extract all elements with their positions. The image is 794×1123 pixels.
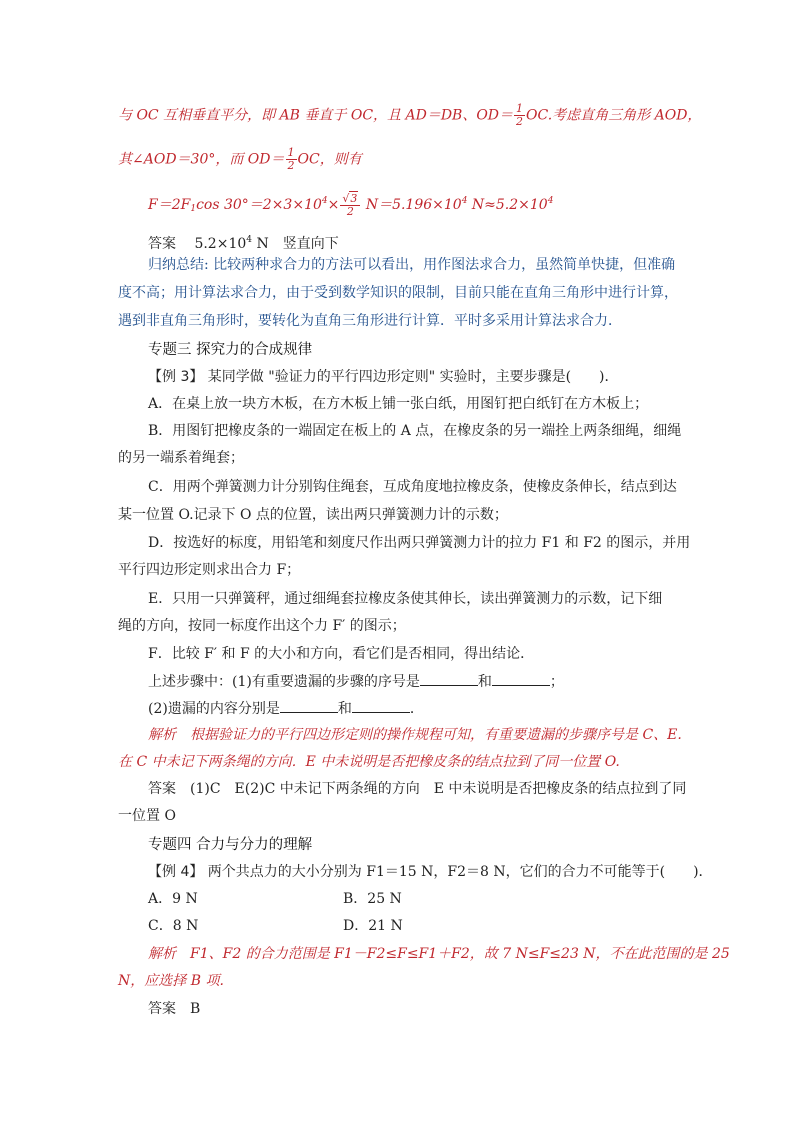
option-e-line-1: E．只用一只弹簧秤，通过细绳套拉橡皮条使其伸长，读出弹簧测力的示数，记下细: [148, 591, 663, 607]
superscript: 4: [246, 235, 252, 245]
solution-text: 与 OC 互相垂直平分，即 AB 垂直于 OC，且 AD＝DB、OD＝: [118, 107, 514, 124]
answer-4: [148, 999, 200, 1019]
formula-text: cos 30°＝2×3×10: [196, 197, 322, 213]
question-text: 和: [477, 674, 492, 690]
fraction-denominator: 2: [346, 204, 354, 218]
fraction-numerator: √3: [340, 193, 360, 206]
question-text: 和: [337, 701, 352, 717]
question-text: ．: [409, 701, 424, 717]
question-text: (2)遗漏的内容分别是: [148, 701, 280, 717]
answer-blank[interactable]: [492, 671, 550, 686]
summary-line-2: 度不高；用计算法求合力，由于受到数学知识的限制，目前只能在直角三角形中进行计算，: [118, 285, 678, 301]
option-d-line-1: D．按选好的标度，用铅笔和刻度尺作出两只弹簧测力计的拉力 F1 和 F2 的图示，并用: [148, 535, 691, 551]
solution-text: OC.考虑直角三角形 AOD，: [526, 107, 702, 124]
answer-text: 5.2×10: [194, 236, 247, 252]
superscript: 4: [321, 196, 328, 206]
option-b-line-1: B．用图钉把橡皮条的一端固定在板上的 A 点，在橡皮条的另一端拴上两条细绳，细绳: [148, 423, 682, 439]
answer-3-line-2: 一位置 O: [118, 808, 176, 824]
example-label: 【例 3】: [148, 369, 204, 385]
option-e-line-2: 绳的方向，按同一标度作出这个力 F′ 的图示；: [118, 618, 406, 634]
section-heading-topic-4: 专题四 合力与分力的理解: [148, 837, 313, 853]
option-d: D．21 N: [343, 918, 403, 934]
solution-text: 其∠AOD＝30°，而 OD＝: [118, 151, 285, 168]
section-heading-topic-3: 专题三 探究力的合成规律: [148, 342, 313, 358]
answer-label: 答案: [148, 781, 176, 797]
analysis-text: F1、F2 的合力范围是 F1－F2≤F≤F1＋F2，故 7 N≤F≤23 N，不在此范围的是 25: [176, 946, 730, 962]
answer-line: [148, 230, 339, 254]
formula-text: N＝5.196×10: [361, 197, 462, 213]
answer-blank[interactable]: [420, 671, 478, 686]
solution-line-1: [118, 103, 701, 128]
answer-text: N 竖直向下: [252, 236, 339, 252]
fraction: [286, 147, 297, 172]
option-b-line-2: 的另一端系着绳套；: [118, 450, 244, 466]
formula-line: [148, 191, 553, 219]
fraction: [340, 193, 360, 218]
solution-text: OC，则有: [297, 151, 362, 168]
fraction: [514, 103, 525, 128]
summary-line-3: 遇到非直角三角形时，要转化为直角三角形进行计算．平时多采用计算法求合力．: [118, 313, 622, 329]
answer-blank[interactable]: [280, 698, 338, 713]
option-b: B．25 N: [343, 891, 402, 907]
analysis-4-line-1: [148, 944, 730, 964]
analysis-4-line-2: N，应选择 B 项.: [118, 973, 224, 989]
fraction-denominator: 2: [287, 159, 295, 172]
option-a: A．在桌上放一块方木板，在方木板上铺一张白纸，用图钉把白纸钉在方木板上；: [148, 396, 649, 412]
fraction-denominator: 2: [516, 115, 524, 128]
answer-label: 答案: [148, 236, 176, 252]
example-3-stem: [148, 367, 619, 387]
fraction-numerator: 1: [516, 102, 524, 115]
formula-text: N≈5.2×10: [467, 197, 548, 213]
analysis-text: 根据验证力的平行四边形定则的操作规程可知，有重要遗漏的步骤序号是 C、E.: [176, 727, 682, 743]
option-c-line-1: C．用两个弹簧测力计分别钩住绳套，互成角度地拉橡皮条，使橡皮条伸长，结点到达: [148, 479, 677, 495]
question-text: ；: [549, 674, 564, 690]
superscript: 4: [547, 196, 554, 206]
question-1: [148, 671, 564, 692]
fraction-numerator: 1: [287, 146, 295, 159]
analysis-3-line-1: [148, 725, 682, 745]
superscript: 4: [461, 196, 468, 206]
option-d-line-2: 平行四边形定则求出合力 F；: [118, 562, 301, 578]
example-4-stem: [148, 862, 713, 882]
formula-text: ×: [327, 197, 340, 213]
sqrt-radicand: 3: [350, 191, 358, 205]
summary-line-1: 归纳总结: 比较两种求合力的方法可以看出，用作图法求合力，虽然简单快捷，但准确: [148, 257, 676, 273]
option-c: C．8 N: [148, 918, 199, 934]
analysis-label: 解析: [148, 946, 176, 962]
option-c-line-2: 某一位置 O.记录下 O 点的位置，读出两只弹簧测力计的示数；: [118, 507, 508, 523]
question-text: 两个共点力的大小分别为 F1＝15 N，F2＝8 N，它们的合力不可能等于( )．: [203, 864, 713, 880]
question-2: [148, 698, 424, 719]
analysis-3-line-2: 在 C 中未记下两条绳的方向．E 中未说明是否把橡皮条的结点拉到了同一位置 O.: [118, 754, 620, 770]
question-text: 某同学做 "验证力的平行四边形定则" 实验时，主要步骤是( )．: [203, 369, 619, 385]
answer-blank[interactable]: [352, 698, 410, 713]
analysis-label: 解析: [148, 727, 176, 743]
solution-line-2: [118, 147, 362, 172]
option-f: F．比较 F′ 和 F 的大小和方向，看它们是否相同，得出结论．: [148, 646, 535, 662]
option-a: A．9 N: [148, 891, 198, 907]
example-label: 【例 4】: [148, 864, 204, 880]
question-text: 上述步骤中：(1)有重要遗漏的步骤的序号是: [148, 674, 420, 690]
formula-text: F＝2F: [148, 197, 191, 213]
answer-label: 答案: [148, 1001, 176, 1017]
subscript: 1: [190, 204, 197, 214]
answer-3-line-1: [148, 779, 686, 799]
answer-text: B: [176, 1001, 201, 1017]
answer-text: (1)C E(2)C 中未记下两条绳的方向 E 中未说明是否把橡皮条的结点拉到了同: [176, 781, 687, 797]
